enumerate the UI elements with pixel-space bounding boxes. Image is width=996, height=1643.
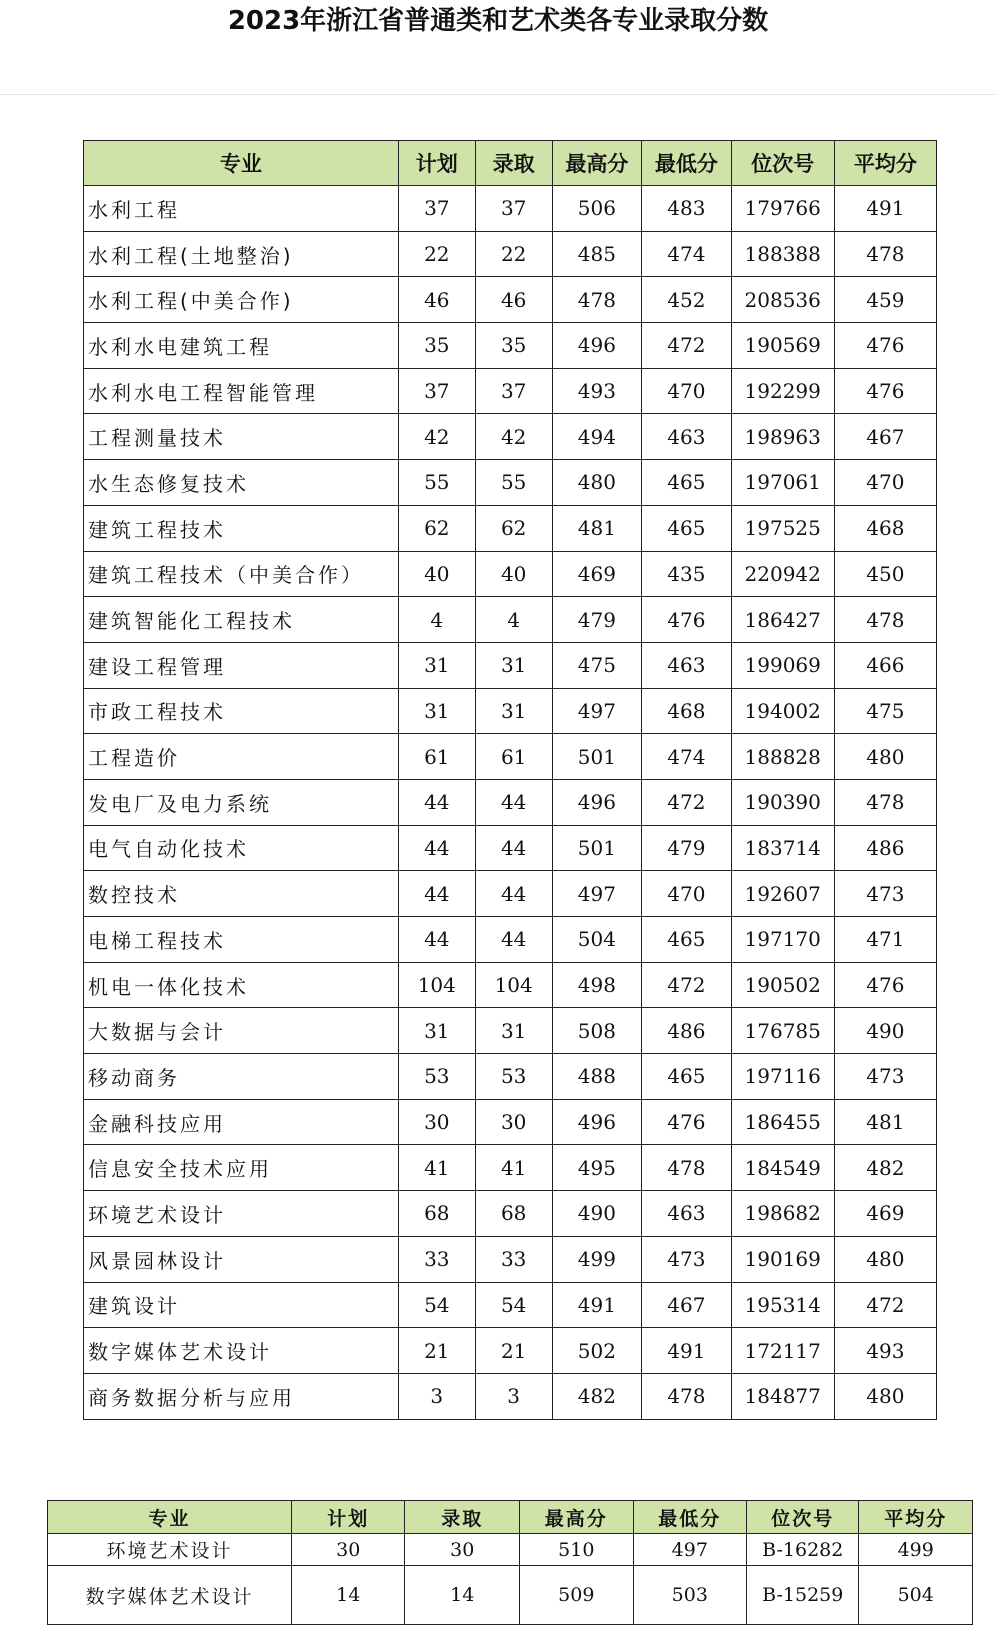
table-row	[84, 871, 937, 917]
cell-avg-score: 475	[834, 688, 936, 734]
cell-plan: 30	[398, 1099, 475, 1145]
cell-plan: 33	[398, 1236, 475, 1282]
cell-admitted: 21	[475, 1328, 552, 1374]
table-row	[84, 642, 937, 688]
cell-avg-score: 473	[834, 871, 936, 917]
cell-min-score: 472	[642, 779, 732, 825]
cell-admitted: 44	[475, 779, 552, 825]
cell-avg-score: 473	[834, 1054, 936, 1100]
table-row	[84, 1236, 937, 1282]
cell-avg-score: 486	[834, 825, 936, 871]
cell-max-score: 509	[520, 1566, 634, 1625]
cell-min-score: 465	[642, 505, 732, 551]
cell-major: 环境艺术设计	[48, 1534, 292, 1566]
header-avg-score: 平均分	[834, 141, 936, 186]
cell-admitted: 30	[475, 1099, 552, 1145]
cell-admitted: 4	[475, 597, 552, 643]
cell-major: 电梯工程技术	[84, 917, 399, 963]
cell-avg-score: 459	[834, 277, 936, 323]
cell-plan: 31	[398, 1008, 475, 1054]
cell-plan: 44	[398, 917, 475, 963]
table-row	[84, 1373, 937, 1419]
cell-plan: 44	[398, 779, 475, 825]
cell-plan: 44	[398, 825, 475, 871]
table-row	[84, 551, 937, 597]
cell-admitted: 44	[475, 871, 552, 917]
cell-avg-score: 470	[834, 460, 936, 506]
cell-plan: 4	[398, 597, 475, 643]
cell-max-score: 510	[520, 1534, 634, 1566]
cell-admitted: 54	[475, 1282, 552, 1328]
cell-min-score: 465	[642, 1054, 732, 1100]
cell-avg-score: 476	[834, 323, 936, 369]
cell-avg-score: 478	[834, 231, 936, 277]
table-row	[84, 1099, 937, 1145]
cell-max-score: 493	[552, 368, 642, 414]
cell-major: 数控技术	[84, 871, 399, 917]
cell-rank: B-15259	[747, 1566, 859, 1625]
cell-major: 水利水电工程智能管理	[84, 368, 399, 414]
cell-admitted: 104	[475, 962, 552, 1008]
cell-min-score: 463	[642, 1191, 732, 1237]
cell-rank: 199069	[731, 642, 834, 688]
cell-plan: 21	[398, 1328, 475, 1374]
cell-major: 风景园林设计	[84, 1236, 399, 1282]
cell-min-score: 465	[642, 460, 732, 506]
cell-major: 发电厂及电力系统	[84, 779, 399, 825]
cell-admitted: 62	[475, 505, 552, 551]
header-rank: 位次号	[747, 1501, 859, 1534]
table-header-row	[48, 1501, 973, 1534]
cell-admitted: 44	[475, 917, 552, 963]
cell-major: 水利水电建筑工程	[84, 323, 399, 369]
header-admitted: 录取	[405, 1501, 520, 1534]
cell-plan: 42	[398, 414, 475, 460]
cell-plan: 41	[398, 1145, 475, 1191]
cell-major: 市政工程技术	[84, 688, 399, 734]
cell-major: 大数据与会计	[84, 1008, 399, 1054]
cell-avg-score: 493	[834, 1328, 936, 1374]
cell-major: 数字媒体艺术设计	[84, 1328, 399, 1374]
cell-min-score: 479	[642, 825, 732, 871]
cell-min-score: 474	[642, 734, 732, 780]
cell-plan: 54	[398, 1282, 475, 1328]
cell-max-score: 497	[552, 688, 642, 734]
cell-min-score: 474	[642, 231, 732, 277]
cell-max-score: 481	[552, 505, 642, 551]
header-major: 专业	[84, 141, 399, 186]
cell-major: 金融科技应用	[84, 1099, 399, 1145]
cell-min-score: 435	[642, 551, 732, 597]
cell-max-score: 508	[552, 1008, 642, 1054]
cell-min-score: 497	[633, 1534, 747, 1566]
header-major: 专业	[48, 1501, 292, 1534]
cell-major: 工程造价	[84, 734, 399, 780]
cell-min-score: 491	[642, 1328, 732, 1374]
cell-max-score: 485	[552, 231, 642, 277]
cell-rank: 198682	[731, 1191, 834, 1237]
cell-major: 建筑工程技术	[84, 505, 399, 551]
cell-admitted: 42	[475, 414, 552, 460]
cell-rank: 184549	[731, 1145, 834, 1191]
cell-min-score: 470	[642, 368, 732, 414]
cell-max-score: 496	[552, 1099, 642, 1145]
cell-max-score: 501	[552, 825, 642, 871]
cell-rank: 186427	[731, 597, 834, 643]
table-row	[48, 1534, 973, 1566]
header-max-score: 最高分	[552, 141, 642, 186]
cell-avg-score: 450	[834, 551, 936, 597]
table-row	[84, 1008, 937, 1054]
table-row	[84, 1328, 937, 1374]
cell-rank: 197170	[731, 917, 834, 963]
cell-plan: 37	[398, 186, 475, 232]
cell-avg-score: 480	[834, 1373, 936, 1419]
table-row	[48, 1566, 973, 1625]
cell-plan: 35	[398, 323, 475, 369]
cell-avg-score: 472	[834, 1282, 936, 1328]
header-plan: 计划	[398, 141, 475, 186]
cell-max-score: 494	[552, 414, 642, 460]
table-row	[84, 917, 937, 963]
cell-avg-score: 466	[834, 642, 936, 688]
cell-rank: 195314	[731, 1282, 834, 1328]
header-plan: 计划	[291, 1501, 405, 1534]
cell-admitted: 55	[475, 460, 552, 506]
cell-admitted: 14	[405, 1566, 520, 1625]
cell-avg-score: 480	[834, 734, 936, 780]
cell-avg-score: 481	[834, 1099, 936, 1145]
cell-min-score: 465	[642, 917, 732, 963]
cell-max-score: 496	[552, 323, 642, 369]
cell-plan: 31	[398, 642, 475, 688]
cell-plan: 68	[398, 1191, 475, 1237]
cell-avg-score: 504	[859, 1566, 973, 1625]
page-title: 2023年浙江省普通类和艺术类各专业录取分数	[227, 6, 769, 36]
cell-admitted: 44	[475, 825, 552, 871]
cell-plan: 3	[398, 1373, 475, 1419]
cell-min-score: 472	[642, 323, 732, 369]
cell-min-score: 472	[642, 962, 732, 1008]
cell-max-score: 496	[552, 779, 642, 825]
cell-major: 工程测量技术	[84, 414, 399, 460]
cell-min-score: 452	[642, 277, 732, 323]
cell-plan: 40	[398, 551, 475, 597]
table-row	[84, 460, 937, 506]
cell-plan: 22	[398, 231, 475, 277]
cell-admitted: 35	[475, 323, 552, 369]
cell-min-score: 476	[642, 597, 732, 643]
cell-plan: 31	[398, 688, 475, 734]
cell-max-score: 478	[552, 277, 642, 323]
table-row	[84, 1054, 937, 1100]
cell-min-score: 463	[642, 642, 732, 688]
cell-major: 电气自动化技术	[84, 825, 399, 871]
cell-admitted: 53	[475, 1054, 552, 1100]
table-row	[84, 825, 937, 871]
cell-max-score: 501	[552, 734, 642, 780]
cell-min-score: 483	[642, 186, 732, 232]
cell-avg-score: 490	[834, 1008, 936, 1054]
cell-rank: 184877	[731, 1373, 834, 1419]
table-row	[84, 1191, 937, 1237]
cell-admitted: 37	[475, 368, 552, 414]
header-min-score: 最低分	[633, 1501, 747, 1534]
header-avg-score: 平均分	[859, 1501, 973, 1534]
cell-plan: 104	[398, 962, 475, 1008]
table-row	[84, 1282, 937, 1328]
cell-rank: 190502	[731, 962, 834, 1008]
cell-max-score: 480	[552, 460, 642, 506]
cell-min-score: 503	[633, 1566, 747, 1625]
cell-rank: 197061	[731, 460, 834, 506]
cell-major: 建筑设计	[84, 1282, 399, 1328]
cell-rank: 190569	[731, 323, 834, 369]
table-row	[84, 414, 937, 460]
cell-max-score: 491	[552, 1282, 642, 1328]
cell-avg-score: 476	[834, 368, 936, 414]
cell-avg-score: 482	[834, 1145, 936, 1191]
cell-max-score: 490	[552, 1191, 642, 1237]
cell-rank: 192607	[731, 871, 834, 917]
cell-max-score: 506	[552, 186, 642, 232]
cell-plan: 55	[398, 460, 475, 506]
cell-avg-score: 468	[834, 505, 936, 551]
cell-min-score: 476	[642, 1099, 732, 1145]
cell-avg-score: 480	[834, 1236, 936, 1282]
table-row	[84, 368, 937, 414]
cell-rank: 188828	[731, 734, 834, 780]
art-admission-table	[47, 1500, 973, 1625]
table-row	[84, 962, 937, 1008]
cell-major: 水利工程(土地整治)	[84, 231, 399, 277]
cell-plan: 37	[398, 368, 475, 414]
cell-rank: B-16282	[747, 1534, 859, 1566]
cell-major: 商务数据分析与应用	[84, 1373, 399, 1419]
cell-rank: 190169	[731, 1236, 834, 1282]
cell-rank: 194002	[731, 688, 834, 734]
cell-max-score: 502	[552, 1328, 642, 1374]
header-admitted: 录取	[475, 141, 552, 186]
cell-rank: 198963	[731, 414, 834, 460]
header-max-score: 最高分	[520, 1501, 634, 1534]
table-row	[84, 779, 937, 825]
cell-min-score: 486	[642, 1008, 732, 1054]
cell-plan: 61	[398, 734, 475, 780]
cell-avg-score: 471	[834, 917, 936, 963]
cell-avg-score: 476	[834, 962, 936, 1008]
cell-rank: 186455	[731, 1099, 834, 1145]
cell-max-score: 479	[552, 597, 642, 643]
cell-rank: 192299	[731, 368, 834, 414]
cell-min-score: 478	[642, 1145, 732, 1191]
cell-major: 水生态修复技术	[84, 460, 399, 506]
cell-rank: 220942	[731, 551, 834, 597]
cell-rank: 179766	[731, 186, 834, 232]
cell-avg-score: 467	[834, 414, 936, 460]
cell-avg-score: 469	[834, 1191, 936, 1237]
cell-admitted: 40	[475, 551, 552, 597]
divider	[0, 94, 996, 95]
cell-min-score: 463	[642, 414, 732, 460]
cell-major: 移动商务	[84, 1054, 399, 1100]
cell-major: 建筑智能化工程技术	[84, 597, 399, 643]
cell-rank: 172117	[731, 1328, 834, 1374]
cell-major: 水利工程(中美合作)	[84, 277, 399, 323]
cell-admitted: 68	[475, 1191, 552, 1237]
cell-max-score: 495	[552, 1145, 642, 1191]
table-header-row	[84, 141, 937, 186]
cell-rank: 176785	[731, 1008, 834, 1054]
cell-admitted: 37	[475, 186, 552, 232]
cell-max-score: 475	[552, 642, 642, 688]
table-row	[84, 688, 937, 734]
cell-max-score: 469	[552, 551, 642, 597]
cell-major: 建设工程管理	[84, 642, 399, 688]
table-row	[84, 505, 937, 551]
cell-avg-score: 478	[834, 597, 936, 643]
cell-major: 信息安全技术应用	[84, 1145, 399, 1191]
cell-max-score: 504	[552, 917, 642, 963]
cell-rank: 208536	[731, 277, 834, 323]
cell-plan: 62	[398, 505, 475, 551]
table-row	[84, 734, 937, 780]
cell-rank: 197116	[731, 1054, 834, 1100]
header-rank: 位次号	[731, 141, 834, 186]
cell-plan: 14	[291, 1566, 405, 1625]
cell-min-score: 470	[642, 871, 732, 917]
cell-plan: 44	[398, 871, 475, 917]
table-row	[84, 277, 937, 323]
main-admission-table	[83, 140, 937, 1420]
cell-min-score: 467	[642, 1282, 732, 1328]
cell-admitted: 31	[475, 1008, 552, 1054]
cell-max-score: 482	[552, 1373, 642, 1419]
cell-rank: 183714	[731, 825, 834, 871]
cell-max-score: 488	[552, 1054, 642, 1100]
cell-admitted: 3	[475, 1373, 552, 1419]
cell-admitted: 31	[475, 688, 552, 734]
cell-plan: 53	[398, 1054, 475, 1100]
cell-admitted: 30	[405, 1534, 520, 1566]
cell-major: 建筑工程技术（中美合作）	[84, 551, 399, 597]
header-min-score: 最低分	[642, 141, 732, 186]
cell-min-score: 473	[642, 1236, 732, 1282]
table-row	[84, 323, 937, 369]
cell-major: 水利工程	[84, 186, 399, 232]
cell-min-score: 478	[642, 1373, 732, 1419]
cell-max-score: 497	[552, 871, 642, 917]
cell-avg-score: 478	[834, 779, 936, 825]
cell-admitted: 22	[475, 231, 552, 277]
table-row	[84, 231, 937, 277]
cell-max-score: 499	[552, 1236, 642, 1282]
cell-rank: 197525	[731, 505, 834, 551]
cell-admitted: 41	[475, 1145, 552, 1191]
table-row	[84, 186, 937, 232]
cell-avg-score: 499	[859, 1534, 973, 1566]
table-row	[84, 1145, 937, 1191]
cell-rank: 190390	[731, 779, 834, 825]
cell-plan: 30	[291, 1534, 405, 1566]
cell-major: 数字媒体艺术设计	[48, 1566, 292, 1625]
cell-min-score: 468	[642, 688, 732, 734]
cell-major: 环境艺术设计	[84, 1191, 399, 1237]
cell-admitted: 33	[475, 1236, 552, 1282]
cell-admitted: 46	[475, 277, 552, 323]
cell-admitted: 61	[475, 734, 552, 780]
cell-major: 机电一体化技术	[84, 962, 399, 1008]
table-row	[84, 597, 937, 643]
cell-max-score: 498	[552, 962, 642, 1008]
cell-rank: 188388	[731, 231, 834, 277]
cell-avg-score: 491	[834, 186, 936, 232]
cell-plan: 46	[398, 277, 475, 323]
cell-admitted: 31	[475, 642, 552, 688]
